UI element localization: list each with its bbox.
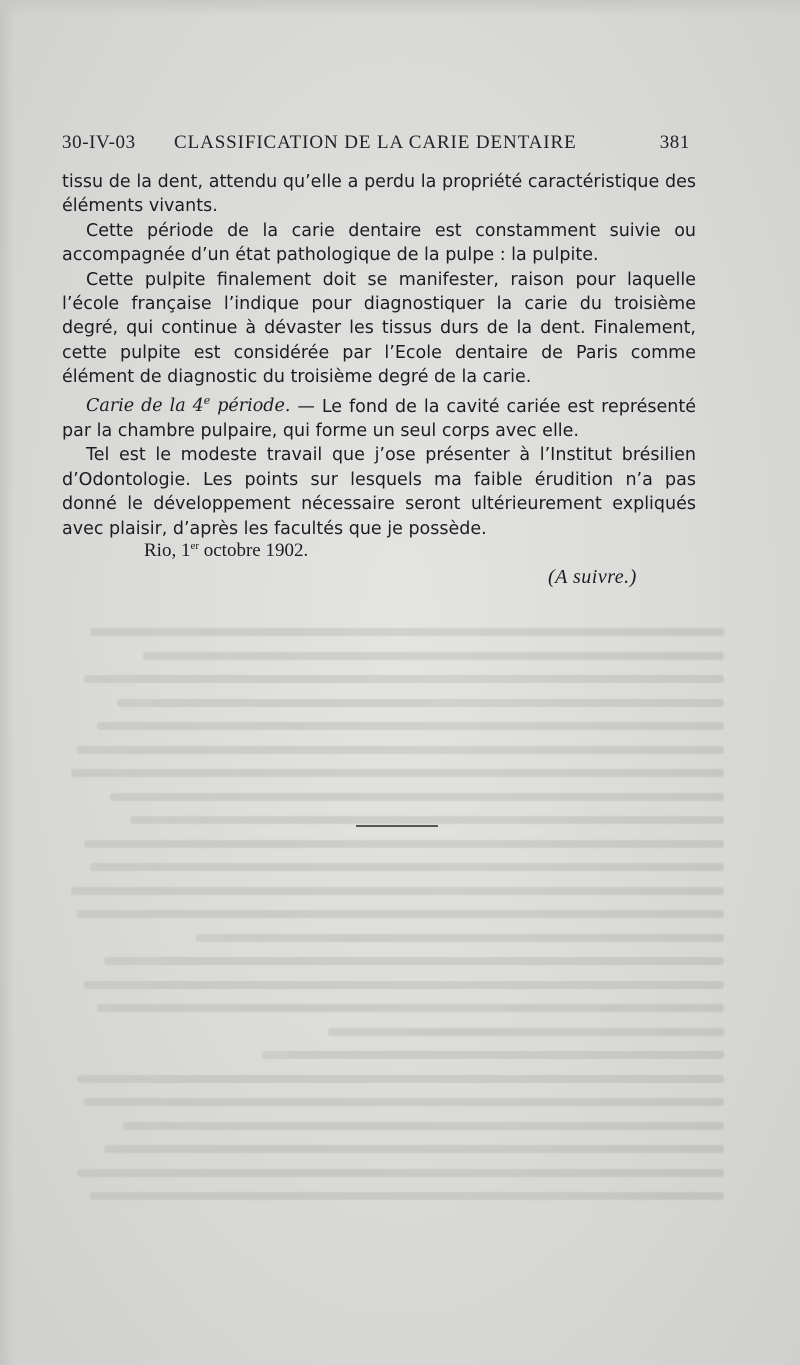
- section-heading-italic: Carie de la 4e période.: [86, 394, 291, 417]
- page-number: 381: [659, 132, 690, 153]
- page-shadow-top: [0, 0, 800, 16]
- paragraph-5: Tel est le modeste travail que j’ose présenter à l’Institut brésilien d’Odontologie. Les points sur lesquels ma faible érudition n’a pas donné le développement nécessaire seront ultérieurement expliqués avec plaisir, d’après les facultés que je possède.: [62, 445, 696, 539]
- header-date: 30-IV-03: [62, 132, 136, 153]
- paragraph-3: Cette pulpite finalement doit se manifester, raison pour laquelle l’école française l’indique pour diagnostiquer la carie du troisième degré, qui continue à dévaster les tissus durs de la dent. Finalement, cette pulpite est considérée par l’Ecole dentaire de Paris comme élément de diagnostic du troisième degré de la carie.: [62, 269, 696, 388]
- paragraph-4-text: — Le fond de la cavité cariée est représenté par la chambre pulpaire, qui forme un seul corps avec elle.: [62, 396, 696, 441]
- show-through-text: [64, 628, 724, 1228]
- continued-note: (A suivre.): [548, 566, 637, 588]
- paragraph-2: Cette période de la carie dentaire est constamment suivie ou accompagnée d’un état pathologique de la pulpe : la pulpite.: [62, 220, 696, 266]
- header-title: CLASSIFICATION DE LA CARIE DENTAIRE: [174, 132, 577, 153]
- paragraph-1: tissu de la dent, attendu qu’elle a perdu la propriété caractéristique des éléments vivants.: [62, 172, 696, 217]
- horizontal-rule: [356, 825, 438, 827]
- page-shadow-left: [0, 0, 14, 1365]
- paragraph-4: [62, 390, 696, 444]
- dateline: Rio, 1er octobre 1902.: [144, 540, 309, 561]
- running-header: [62, 132, 690, 160]
- body-text: [62, 170, 696, 541]
